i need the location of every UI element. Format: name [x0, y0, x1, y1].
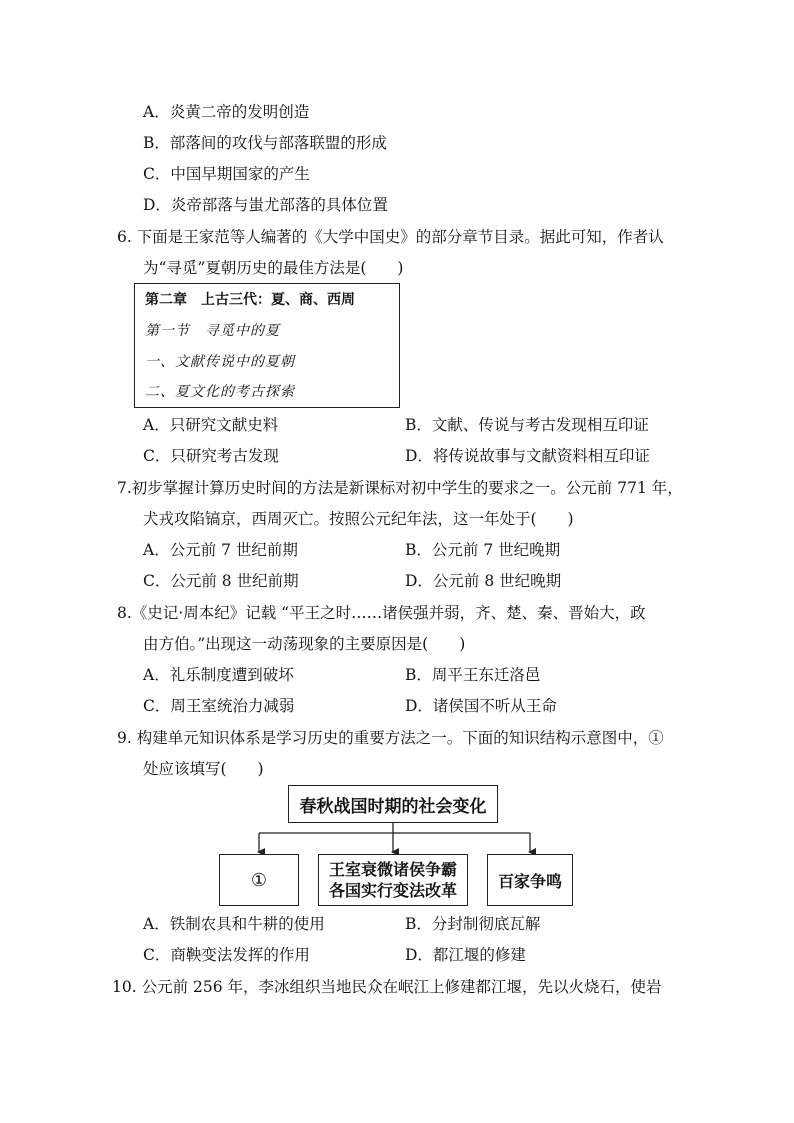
q8-stem-line1: 8.《史记·周本纪》记载 “平王之时……诸侯强并弱，齐、楚、秦、晋始大，政	[117, 604, 646, 622]
q9-stem-line1: 9. 构建单元知识体系是学习历史的重要方法之一。下面的知识结构示意图中，①	[117, 729, 664, 747]
q6-option-a[interactable]: A．只研究文献史料	[143, 416, 279, 434]
q9-stem-line2: 处应该填写( )	[143, 760, 264, 778]
q8-option-b[interactable]: B．周平王东迁洛邑	[405, 666, 541, 684]
q5-option-d[interactable]: D．炎帝部落与蚩尤部落的具体位置	[143, 196, 388, 214]
toc-item-1: 一、文献传说中的夏朝	[145, 354, 295, 370]
toc-item-2: 二、夏文化的考古探索	[145, 384, 295, 400]
q8-option-a[interactable]: A．礼乐制度遭到破坏	[143, 666, 294, 684]
q6-option-d[interactable]: D．将传说故事与文献资料相互印证	[405, 447, 650, 465]
q5-option-c[interactable]: C．中国早期国家的产生	[143, 165, 310, 183]
q8-option-c[interactable]: C．周王室统治力减弱	[143, 697, 295, 715]
q9-option-b[interactable]: B．分封制彻底瓦解	[405, 915, 541, 933]
q6-stem-line2: 为“寻觅”夏朝历史的最佳方法是( )	[143, 259, 404, 277]
q7-option-a[interactable]: A．公元前 7 世纪前期	[143, 541, 298, 559]
q7-stem-line1: 7.初步掌握计算历史时间的方法是新课标对初中学生的要求之一。公元前 771 年，	[117, 479, 683, 497]
diagram-left-label: ①	[250, 869, 268, 891]
q5-option-a[interactable]: A．炎黄二帝的发明创造	[143, 103, 310, 121]
q9-option-a[interactable]: A．铁制农具和牛耕的使用	[143, 915, 325, 933]
diagram-middle-line1: 王室衰微诸侯争霸	[328, 860, 457, 879]
toc-chapter-title: 第二章 上古三代：夏、商、西周	[145, 292, 355, 308]
diagram-right-label: 百家争鸣	[497, 871, 562, 891]
q6-option-b[interactable]: B．文献、传说与考古发现相互印证	[405, 416, 649, 434]
q6-option-c[interactable]: C．只研究考古发现	[143, 447, 279, 465]
diagram-root-label: 春秋战国时期的社会变化	[299, 796, 487, 817]
q7-option-b[interactable]: B．公元前 7 世纪晚期	[405, 541, 561, 559]
q7-option-c[interactable]: C．公元前 8 世纪前期	[143, 572, 299, 590]
toc-section: 第一节 寻觅中的夏	[145, 323, 280, 339]
q10-stem-line1: 10. 公元前 256 年，李冰组织当地民众在岷江上修建都江堰，先以火烧石，使岩	[112, 978, 662, 996]
q8-stem-line2: 由方伯。”出现这一动荡现象的主要原因是( )	[143, 635, 466, 653]
diagram-middle-line2: 各国实行变法改革	[328, 881, 457, 900]
diagram-root-box	[288, 785, 498, 823]
diagram-right-box	[487, 854, 573, 906]
q5-option-b[interactable]: B．部落间的攻伐与部落联盟的形成	[143, 134, 387, 152]
q8-option-d[interactable]: D．诸侯国不听从王命	[405, 697, 557, 715]
q9-option-d[interactable]: D．都江堰的修建	[405, 946, 526, 964]
diagram-left-box	[219, 854, 299, 906]
q9-option-c[interactable]: C．商鞅变法发挥的作用	[143, 946, 310, 964]
diagram-middle-box	[318, 854, 468, 906]
q7-stem-line2: 犬戎攻陷镐京，西周灭亡。按照公元纪年法，这一年处于( )	[143, 510, 574, 528]
q7-option-d[interactable]: D．公元前 8 世纪晚期	[405, 572, 562, 590]
q6-stem-line1: 6. 下面是王家范等人编著的《大学中国史》的部分章节目录。据此可知，作者认	[117, 228, 664, 246]
